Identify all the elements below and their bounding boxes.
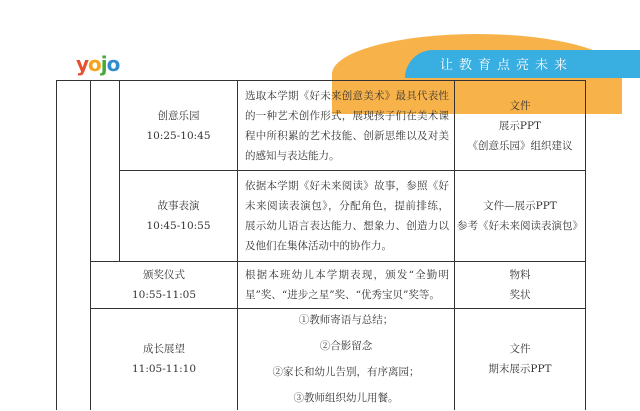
list-item: ②家长和幼儿告别，有序离园； <box>272 366 420 378</box>
list-item: ③教师组织幼儿用餐。 <box>293 392 399 404</box>
list-item: ②合影留念 <box>319 340 373 352</box>
material-item: 物料 <box>509 269 531 281</box>
activity-time: 11:05-11:10 <box>131 363 197 375</box>
material-item: 奖状 <box>509 289 531 301</box>
activity-name: 故事表演 <box>157 200 200 212</box>
material-item: 《创意乐园》组织建议 <box>467 139 573 152</box>
activity-description: 依据本学期《好未来阅读》故事，参照《好未来阅读表演包》，分配角色，提前排练，展示幼儿语言表达能力、想象力、创造力以及他们在集体活动中的协作力。 <box>245 180 449 252</box>
material-item: 期末展示PPT <box>488 363 552 375</box>
activity-time: 10:55-11:05 <box>131 289 197 301</box>
yojo-logo: yojo <box>76 52 120 76</box>
page-header <box>0 0 640 80</box>
slogan-text: 让教育点亮未来 <box>440 58 574 73</box>
activity-name: 颁奖仪式 <box>143 269 185 281</box>
material-item: 参考《好未来阅读表演包》 <box>457 220 583 232</box>
activity-description: 根据本班幼儿本学期表现，颁发“全勤明星”奖、“进步之星”奖、“优秀宝贝”奖等。 <box>245 269 449 301</box>
activity-time: 10:45-10:55 <box>146 220 211 232</box>
activity-time: 10:25-10:45 <box>146 129 211 142</box>
description-cell <box>245 171 449 261</box>
schedule-table <box>56 80 586 410</box>
material-item: 文件 <box>509 99 531 112</box>
material-item: 展示PPT <box>498 119 542 132</box>
activity-name: 成长展望 <box>143 343 185 355</box>
activity-cell <box>91 262 237 308</box>
description-cell <box>238 309 454 409</box>
activity-cell <box>120 81 237 170</box>
materials-cell <box>455 81 585 170</box>
table-border-right <box>585 80 586 410</box>
materials-cell <box>455 171 585 261</box>
material-item: 文件—展示PPT <box>483 200 557 212</box>
list-item: ①教师寄语与总结； <box>298 314 394 326</box>
activity-name: 创意乐园 <box>157 109 200 122</box>
activity-cell <box>91 309 237 409</box>
materials-cell <box>455 309 585 409</box>
activity-description: 选取本学期《好未来创意美术》最具代表性的一种艺术创作形式，展现孩子们在美术课程中所积累的艺术技能、创新思维以及对美的感知与表达能力。 <box>245 89 449 162</box>
activity-cell <box>120 171 237 261</box>
materials-cell <box>455 262 585 308</box>
description-cell <box>245 262 449 308</box>
material-item: 文件 <box>509 343 531 355</box>
description-cell <box>245 81 449 170</box>
table-border-left <box>56 80 57 410</box>
